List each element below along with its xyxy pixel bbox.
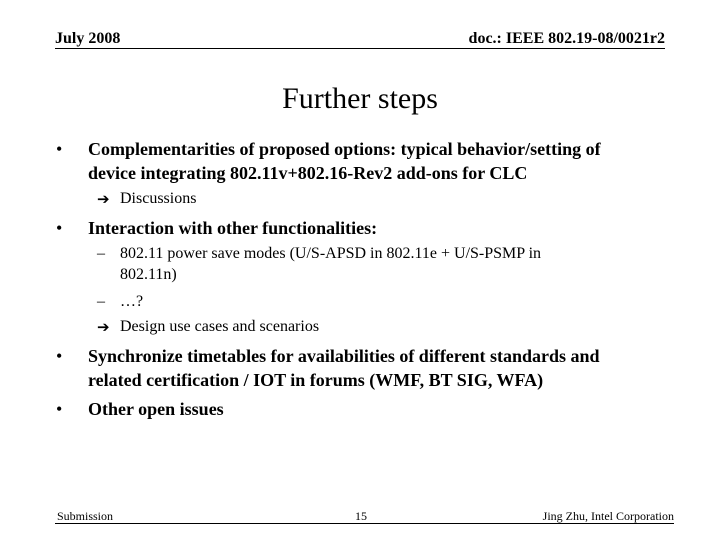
bullet-2-arrow-text: Design use cases and scenarios: [120, 318, 320, 335]
header-doc-id: doc.: IEEE 802.19-08/0021r2: [468, 30, 665, 47]
bullet-4-line-1: Other open issues: [88, 399, 224, 419]
bullet-3-line-2: related certification / IOT in forums (WMF, BT SIG, WFA): [88, 370, 544, 390]
sub-bullet-1-line-1: 802.11 power save modes (U/S-APSD in 802.11e + U/S-PSMP in: [120, 245, 542, 262]
bullet-marker: •: [56, 346, 63, 366]
footer-author: Jing Zhu, Intel Corporation: [542, 509, 674, 523]
sub-bullet-marker: –: [97, 293, 105, 310]
sub-bullet-2-line-1: …?: [120, 293, 144, 310]
arrow-icon: ➔: [97, 320, 110, 336]
bullet-1-line-1: Complementarities of proposed options: typical behavior/setting of: [88, 139, 601, 159]
bullet-marker: •: [56, 139, 63, 159]
sub-bullet-marker: –: [97, 245, 105, 262]
page-number: 15: [355, 509, 367, 523]
bullet-marker: •: [56, 399, 63, 419]
sub-bullet-1-line-2: 802.11n): [120, 266, 177, 283]
footer-submission: Submission: [57, 509, 114, 523]
bullet-2-line-1: Interaction with other functionalities:: [88, 218, 378, 238]
bullet-1-line-2: device integrating 802.11v+802.16-Rev2 add-ons for CLC: [88, 163, 528, 183]
header-divider: [55, 48, 665, 49]
bullet-marker: •: [56, 218, 63, 238]
bullet-3-line-1: Synchronize timetables for availabilities of different standards and: [88, 346, 600, 366]
header-date: July 2008: [55, 30, 121, 47]
bullet-1-arrow-text: Discussions: [120, 190, 197, 207]
arrow-icon: ➔: [97, 192, 110, 208]
slide-title: Further steps: [282, 82, 438, 115]
